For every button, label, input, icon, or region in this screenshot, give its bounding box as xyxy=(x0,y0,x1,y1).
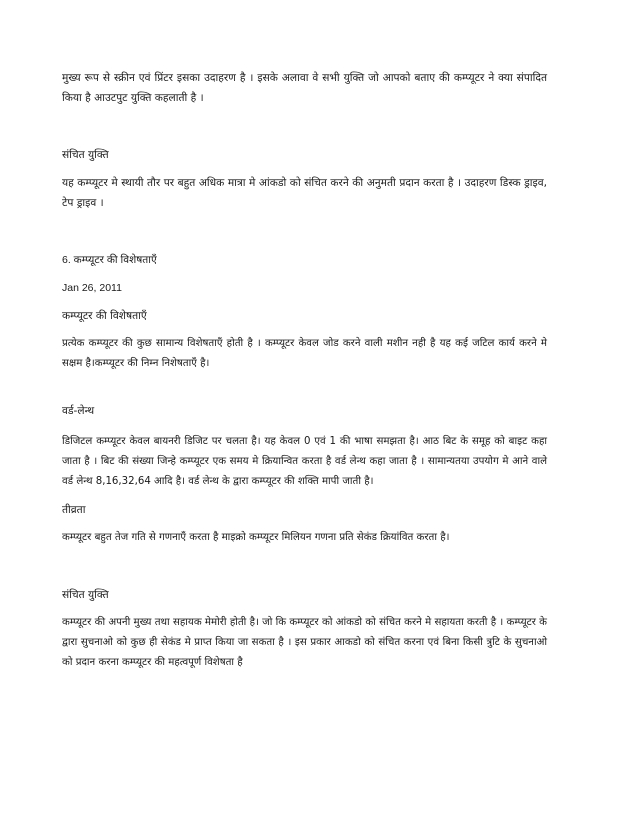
speed-heading: तीव्रता xyxy=(62,504,86,516)
spacer xyxy=(62,108,547,145)
spacer xyxy=(62,605,547,613)
speed-paragraph: कम्प्यूटर बहुत तेज गति से गणनाएँ करता है माइक्रो कम्प्यूटर मिलियन गणना प्रति सेकंड क्रियांवित करता है। xyxy=(62,532,450,543)
post-subtitle: कम्प्यूटर की विशेषताएँ xyxy=(62,310,147,322)
intro-paragraph: मुख्य रूप से स्क्रीन एवं प्रिंटर इसका उदाहरण है । इसके अलावा वे सभी युक्ति जो आपको बताए की कम्प्यूटर ने क्या संपादित किया है आउटपुट युक्ति कहलाती है । xyxy=(62,72,547,104)
spacer xyxy=(62,165,547,173)
storage-paragraph: यह कम्प्यूटर मे स्थायी तौर पर बहुत अधिक मात्रा मे आंकडो को संचित करने की अनुमती प्रदान करता है । उदाहरण डिस्क ड्राइव, टेप ड्राइव । xyxy=(62,177,547,209)
post-title: 6. कम्प्यूटर की विशेषताएँ xyxy=(62,254,157,266)
document-page xyxy=(62,68,547,673)
word-length-heading: वर्ड-लेन्थ xyxy=(62,405,95,417)
spacer xyxy=(62,270,547,278)
spacer xyxy=(62,374,547,401)
memory-paragraph: कम्प्यूटर की अपनी मुख्य तथा सहायक मेमोरी होती है। जो कि कम्प्यूटर को आंकडो को संचित करने मे सहायता करती है । कम्प्यूटर के द्वारा सुचनाओ को कुछ ही सेकंड मे प्राप्त किया जा सकता है । इस प्रकार आकडो को संचित करना एवं बिना किसी त्रुटि के सुचनाओ को प्रदान करना कम्प्यूटर की महत्वपूर्ण विशेषता है xyxy=(62,617,547,668)
storage-heading: संचित युक्ति xyxy=(62,149,109,161)
spacer xyxy=(62,548,547,585)
spacer xyxy=(62,492,547,500)
memory-heading: संचित युक्ति xyxy=(62,589,109,601)
spacer xyxy=(62,520,547,528)
spacer xyxy=(62,213,547,250)
word-length-paragraph: डिजिटल कम्प्यूटर केवल बायनरी डिजिट पर चलता है। यह केवल 0 एवं 1 की भाषा समझता है। आठ बिट के समूह को बाइट कहा जाता है । बिट की संख्या जिन्हे कम्प्यूटर एक समय मे क्रियान्वित करता है वर्ड लेन्थ कहा जाता है । सामान्यतया उपयोग मे आने वाले वर्ड लेन्थ 8,16,32,64 आदि है। वर्ड लेन्थ के द्वारा कम्प्यूटर की शक्ति मापी जाती है। xyxy=(62,436,547,487)
post-intro-paragraph: प्रत्येक कम्प्यूटर की कुछ सामान्य विशेषताएँ होती है । कम्प्यूटर केवल जोड करने वाली मशीन नही है यह कई जटिल कार्य करने मे सक्षम है।कम्प्यूटर की निम्न निशेषताएँ है। xyxy=(62,338,547,369)
post-date: Jan 26, 2011 xyxy=(62,282,122,294)
spacer xyxy=(62,421,547,432)
spacer xyxy=(62,298,547,306)
spacer xyxy=(62,326,547,334)
